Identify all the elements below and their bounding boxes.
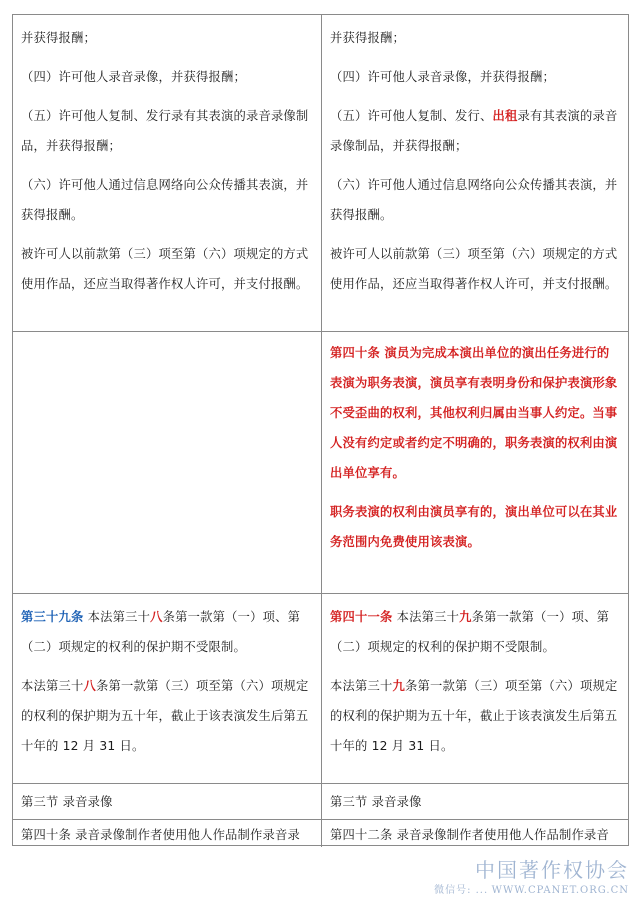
clause-text: [21, 602, 313, 662]
old-text-cell-empty: [13, 332, 322, 593]
section-heading-cell: [13, 784, 322, 819]
clause-text: （六）许可他人通过信息网络向公众传播其表演，并获得报酬。: [330, 178, 618, 222]
clause-text: [330, 602, 620, 662]
added-article: 第四十条 演员为完成本演出单位的演出任务进行的表演为职务表演，演员享有表明身份和保护表演形象不受歪曲的权利，其他权利归属由当事人约定。当事人没有约定或者约定不明确的，职务表演的权利由演出单位享有。: [330, 346, 618, 480]
clause-segment: 条第一款第（三）项至第（六）项规定的权利的保护期为五十年，截止于该表演发生后第五十年的 12 月 31 日。: [21, 679, 309, 753]
clause-text: 被许可人以前款第（三）项至第（六）项规定的方式使用作品，还应当取得著作权人许可，并支付报酬。: [21, 247, 309, 291]
old-text-cell: [13, 15, 322, 331]
section-heading: 第三节 录音录像: [21, 795, 113, 809]
section-heading-cell: [322, 784, 628, 819]
clause-segment: 条第一款第（三）项至第（六）项规定的权利的保护期为五十年，截止于该表演发生后第五十年的 12 月 31 日。: [330, 679, 618, 753]
watermark-wechat: 微信号: ...: [434, 885, 489, 896]
article-number: 第四十一条: [330, 610, 393, 624]
clause-text: （四）许可他人录音录像，并获得报酬；: [330, 70, 555, 84]
added-article: 职务表演的权利由演员享有的，演出单位可以在其业务范围内免费使用该表演。: [330, 505, 618, 549]
clause-text: 并获得报酬；: [330, 31, 405, 45]
new-text-cell: [322, 332, 628, 593]
changed-text: 九: [459, 610, 472, 624]
clause-text: 第四十二条 录音录像制作者使用他人作品制作录音: [330, 828, 610, 842]
section-heading: 第三节 录音录像: [330, 795, 422, 809]
table-row: [13, 15, 628, 332]
clause-segment: 本法第三十: [21, 679, 84, 693]
clause-text: （四）许可他人录音录像，并获得报酬；: [21, 70, 246, 84]
clause-text: 并获得报酬；: [21, 31, 96, 45]
new-text-cell: [322, 820, 628, 847]
clause-text: [21, 671, 313, 761]
changed-text: 八: [150, 610, 163, 624]
clause-segment: （五）许可他人复制、发行、: [330, 109, 493, 123]
new-text-cell: [322, 594, 628, 783]
changed-text: 八: [83, 679, 96, 693]
comparison-table: [12, 14, 629, 846]
new-text-cell: [322, 15, 628, 331]
clause-segment: 本法第三十: [392, 610, 460, 624]
table-row: [13, 820, 628, 847]
clause-text: 第四十条 录音录像制作者使用他人作品制作录音录: [21, 828, 301, 842]
watermark-url: WWW.CPANET.ORG.CN: [491, 885, 629, 896]
clause-segment: 录有其表演的录音录像制品，并获得报酬；: [330, 109, 618, 153]
old-text-cell: [13, 594, 322, 783]
site-watermark: [434, 859, 629, 896]
clause-text: （五）许可他人复制、发行录有其表演的录音录像制品，并获得报酬；: [21, 109, 309, 153]
table-row: [13, 784, 628, 820]
clause-text: 被许可人以前款第（三）项至第（六）项规定的方式使用作品，还应当取得著作权人许可，并支付报酬。: [330, 247, 618, 291]
changed-text: 九: [392, 679, 405, 693]
clause-text: [330, 101, 620, 161]
clause-segment: 本法第三十: [83, 610, 151, 624]
clause-segment: 条第一款第（一）项、第（二）项规定的权利的保护期不受限制。: [330, 610, 610, 654]
clause-text: [330, 671, 620, 761]
clause-segment: 条第一款第（一）项、第（二）项规定的权利的保护期不受限制。: [21, 610, 301, 654]
table-row: [13, 594, 628, 784]
added-text: 出租: [492, 109, 518, 123]
article-number: 第三十九条: [21, 610, 84, 624]
clause-segment: 本法第三十: [330, 679, 393, 693]
clause-text: （六）许可他人通过信息网络向公众传播其表演，并获得报酬。: [21, 178, 309, 222]
old-text-cell: [13, 820, 322, 847]
watermark-title: 中国著作权协会: [475, 858, 629, 882]
table-row: [13, 332, 628, 594]
